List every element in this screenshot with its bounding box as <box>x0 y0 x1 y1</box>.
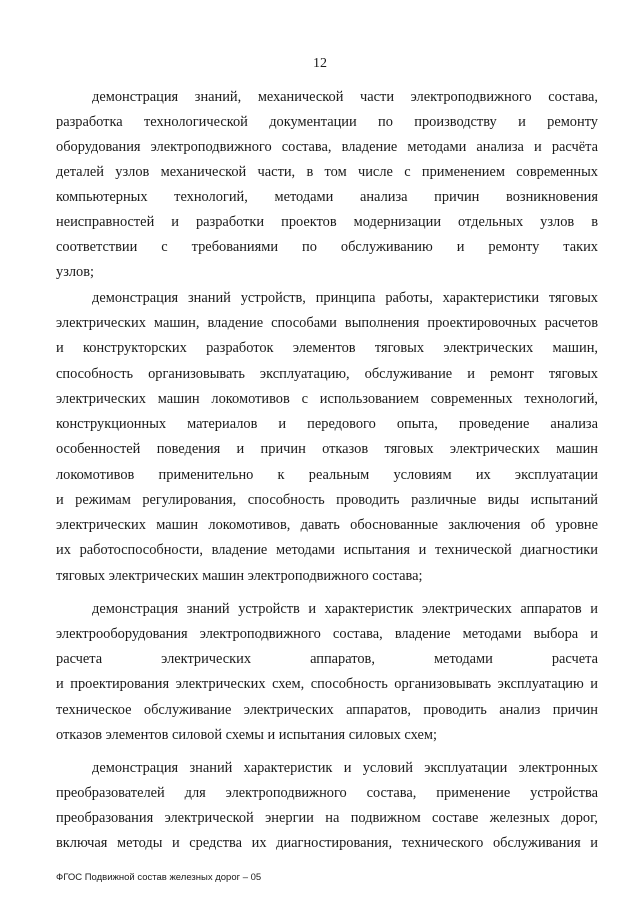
text-line: техническое обслуживание электрических аппаратов, проводить анализ причин <box>56 702 598 718</box>
text-line: способность организовывать эксплуатацию, обслуживание и ремонт тяговых <box>56 366 598 382</box>
text-line: особенностей поведения и причин отказов тяговых электрических машин <box>56 441 598 457</box>
text-line: преобразователей для электроподвижного состава, применение устройства <box>56 785 598 801</box>
text-line: демонстрация знаний характеристик и условий эксплуатации электронных <box>92 760 598 776</box>
text-line: демонстрация знаний устройств, принципа работы, характеристики тяговых <box>92 290 598 306</box>
text-line: локомотивов применительно к реальным условиям их эксплуатации <box>56 467 598 483</box>
text-line: компьютерных технологий, методами анализа причин возникновения <box>56 189 598 205</box>
text-line: разработка технологической документации по производству и ремонту <box>56 114 598 130</box>
text-line: расчета электрических аппаратов, методами расчета <box>56 651 598 667</box>
text-line: неисправностей и разработки проектов модернизации отдельных узлов в <box>56 214 598 230</box>
text-line: электрооборудования электроподвижного состава, владение методами выбора и <box>56 626 598 642</box>
text-line: демонстрация знаний, механической части электроподвижного состава, <box>92 89 598 105</box>
text-line: их работоспособности, владение методами испытания и технической диагностики <box>56 542 598 558</box>
page-number: 12 <box>313 56 327 71</box>
text-line: конструкционных материалов и передового опыта, проведение анализа <box>56 416 598 432</box>
text-line: и проектирования электрических схем, способность организовывать эксплуатацию и <box>56 676 598 692</box>
text-line: и конструкторских разработок элементов тяговых электрических машин, <box>56 340 598 356</box>
text-line: включая методы и средства их диагностирования, технического обслуживания и <box>56 835 598 851</box>
text-line: узлов; <box>56 264 95 280</box>
page-footer: ФГОС Подвижной состав железных дорог – 05 <box>56 872 262 883</box>
text-line: электрических машин локомотивов с использованием современных технологий, <box>56 391 598 407</box>
text-line: оборудования электроподвижного состава, владение методами анализа и расчёта <box>56 139 598 155</box>
text-line: отказов элементов силовой схемы и испытания силовых схем; <box>56 727 437 743</box>
text-line: электрических машин локомотивов, давать обоснованные заключения об уровне <box>56 517 598 533</box>
text-line: демонстрация знаний устройств и характеристик электрических аппаратов и <box>92 601 598 617</box>
text-line: тяговых электрических машин электроподвижного состава; <box>56 568 423 584</box>
text-line: соответствии с требованиями по обслуживанию и ремонту таких <box>56 239 598 255</box>
text-line: и режимам регулирования, способность проводить различные виды испытаний <box>56 492 598 508</box>
text-line: электрических машин, владение способами выполнения проектировочных расчетов <box>56 315 598 331</box>
text-line: деталей узлов механической части, в том числе с применением современных <box>56 164 598 180</box>
text-line: преобразования электрической энергии на подвижном составе железных дорог, <box>56 810 598 826</box>
